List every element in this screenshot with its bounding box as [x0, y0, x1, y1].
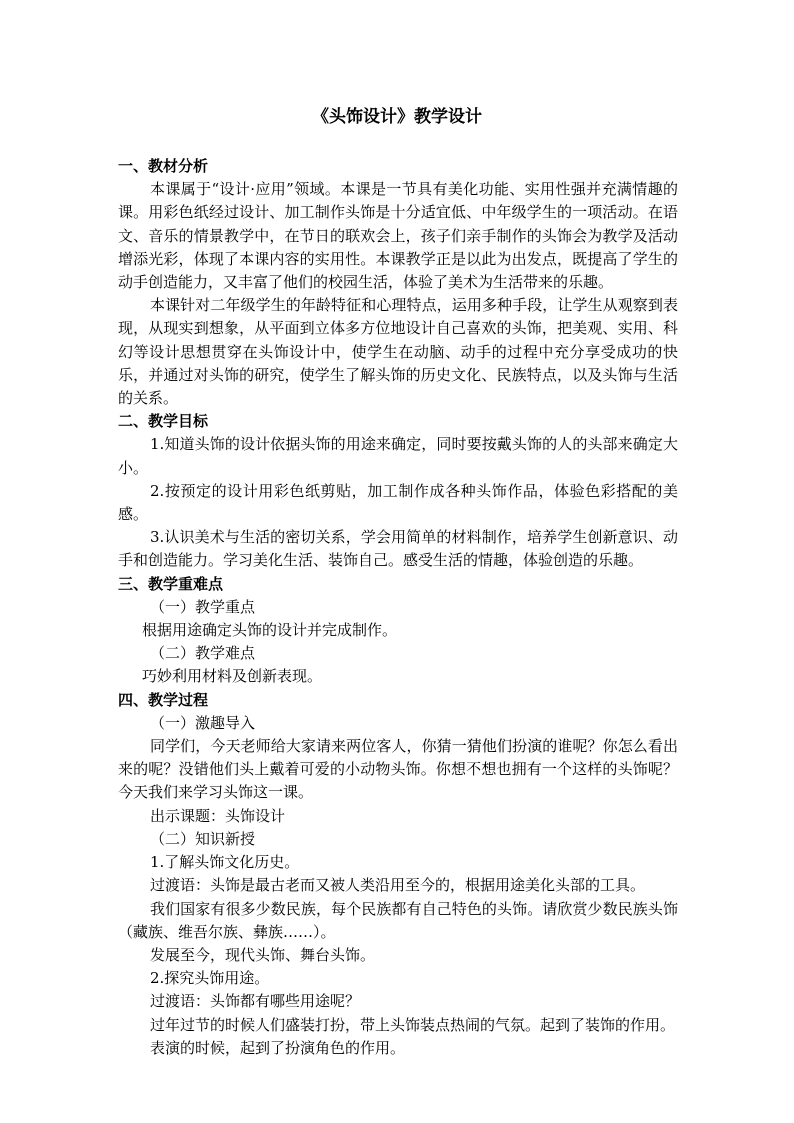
subheading: （一）激趣导入: [150, 713, 256, 732]
paragraph: 我们国家有很多少数民族，每个民族都有自己特色的头饰。请欣赏少数民族头饰（藏族、维吾尔族、彝族……）。: [118, 899, 678, 941]
paragraph: 本课针对二年级学生的年龄特征和心理特点，运用多种手段，让学生从观察到表现，从现实到想象，从平面到立体多方位地设计自己喜欢的头饰，把美观、实用、科幻等设计思想贯穿在头饰设计中，使学生在动脑、动手的过程中充分享受成功的快乐，并通过对头饰的研究，使学生了解头饰的历史文化、民族特点，以及头饰与生活的关系。: [118, 296, 678, 408]
section-heading-4: 四、教学过程: [118, 690, 209, 709]
subheading: （二）教学难点: [150, 644, 256, 663]
paragraph: 本课属于“设计·应用”领域。本课是一节具有美化功能、实用性强并充满情趣的课。用彩色纸经过设计、加工制作头饰是十分适宜低、中年级学生的一项活动。在语文、音乐的情景教学中，在节日的联欢会上，孩子们亲手制作的头饰会为教学及活动增添光彩，体现了本课内容的实用性。本课教学正是以此为出发点，既提高了学生的动手创造能力，又丰富了他们的校园生活，体验了美术为生活带来的乐趣。: [118, 180, 678, 292]
paragraph: 过渡语：头饰都有哪些用途呢？: [150, 992, 361, 1011]
goal-item: 3.认识美术与生活的密切关系，学会用简单的材料制作，培养学生创新意识、动手和创造能力。学习美化生活、装饰自己。感受生活的情趣，体验创造的乐趣。: [118, 528, 678, 570]
document-body: [118, 155, 678, 1060]
paragraph: 表演的时候，起到了扮演角色的作用。: [150, 1038, 406, 1057]
subheading: （一）教学重点: [150, 597, 256, 616]
goal-item: 1.知道头饰的设计依据头饰的用途来确定，同时要按戴头饰的人的头部来确定大小。: [118, 435, 678, 477]
section-heading-2: 二、教学目标: [118, 412, 209, 431]
paragraph: 过年过节的时候人们盛装打扮，带上头饰装点热闹的气氛。起到了装饰的作用。: [150, 1015, 676, 1034]
paragraph: 过渡语：头饰是最古老而又被人类沿用至今的，根据用途美化头部的工具。: [150, 876, 646, 895]
paragraph: 出示课题：头饰设计: [150, 806, 286, 825]
subheading: （二）知识新授: [150, 829, 256, 848]
goal-item: 2.按预定的设计用彩色纸剪贴，加工制作成各种头饰作品，体验色彩搭配的美感。: [118, 481, 678, 524]
paragraph: 同学们，今天老师给大家请来两位客人，你猜一猜他们扮演的谁呢？你怎么看出来的呢？没错他们头上戴着可爱的小动物头饰。你想不想也拥有一个这样的头饰呢？今天我们来学习头饰这一课。: [118, 737, 678, 802]
paragraph: 巧妙利用材料及创新表现。: [142, 667, 323, 686]
section-heading-3: 三、教学重难点: [118, 574, 224, 593]
paragraph: 1.了解头饰文化历史。: [150, 853, 300, 872]
paragraph: 2.探究头饰用途。: [150, 969, 270, 988]
paragraph: 发展至今，现代头饰、舞台头饰。: [150, 945, 376, 964]
section-heading-1: 一、教材分析: [118, 157, 209, 175]
document-title: 《头饰设计》教学设计: [312, 107, 482, 127]
paragraph: 根据用途确定头饰的设计并完成制作。: [142, 621, 398, 640]
